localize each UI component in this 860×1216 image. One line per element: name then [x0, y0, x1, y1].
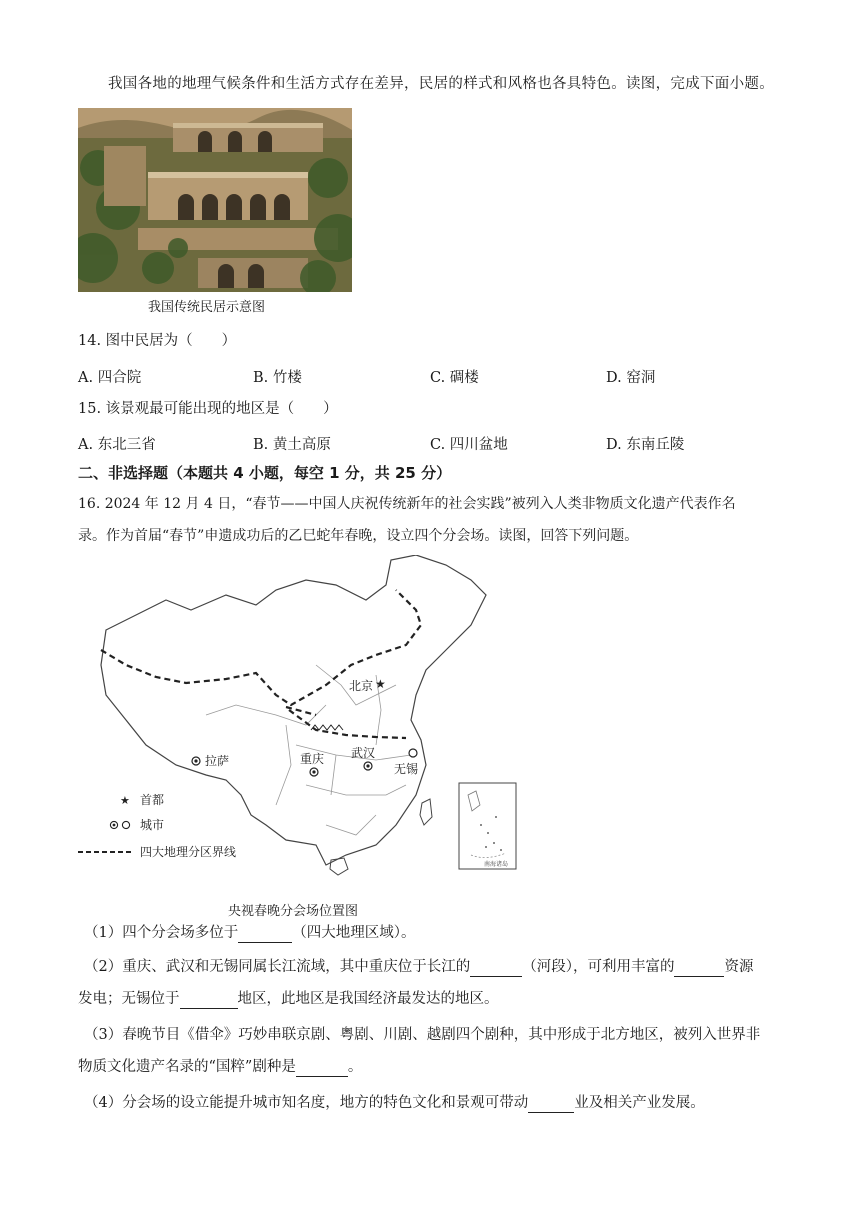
q16-sub1-blank[interactable]: [238, 926, 292, 943]
q16-sub4-blank[interactable]: [528, 1096, 574, 1113]
section2-heading: 二、非选择题（本题共 4 小题，每空 1 分，共 25 分）: [78, 464, 452, 482]
q16-sub2-blank2[interactable]: [674, 960, 724, 977]
q15-option-d[interactable]: D. 东南丘陵: [606, 437, 685, 453]
south-china-sea-inset: [459, 783, 516, 869]
q16-stem-line2: 录。作为首届“春节”申遗成功后的乙巳蛇年春晚，设立四个分会场。读图，回答下列问题。: [78, 528, 639, 544]
legend-capital-label: 首都: [140, 793, 165, 807]
city-label-lhasa: 拉萨: [205, 754, 230, 768]
intro-text: 我国各地的地理气候条件和生活方式存在差异，民居的样式和风格也各具特色。读图，完成下面小题。: [108, 76, 774, 92]
legend-city-label: 城市: [140, 818, 165, 832]
city-label-chongqing: 重庆: [300, 752, 325, 766]
photo-caption: 我国传统民居示意图: [148, 300, 266, 315]
inset-label: 南海诸岛: [484, 861, 509, 868]
legend-capital-icon: ★: [120, 794, 130, 807]
q16-sub3-line1: （3）春晚节目《借伞》巧妙串联京剧、粤剧、川剧、越剧四个剧种，其中形成于北方地区，被列入世界非: [84, 1027, 761, 1043]
q16-sub4-suffix: 业及相关产业发展。: [574, 1095, 705, 1111]
city-label-wuxi: 无锡: [394, 762, 419, 776]
q16-sub3-line2: [78, 1057, 362, 1077]
q16-stem-line1: 16. 2024 年 12 月 4 日，“春节——中国人庆祝传统新年的社会实践”被列入人类非物质文化遗产代表作名: [78, 496, 736, 512]
q16-sub1-prefix: （1）四个分会场多位于: [84, 925, 239, 941]
q15-option-c[interactable]: C. 四川盆地: [430, 437, 508, 453]
q14-option-d[interactable]: D. 窑洞: [606, 370, 656, 386]
map-caption: 央视春晚分会场位置图: [228, 904, 359, 919]
q16-sub4: [84, 1093, 705, 1113]
q16-sub1-suffix: （四大地理区域）。: [292, 925, 416, 941]
city-label-wuhan: 武汉: [351, 746, 376, 760]
q16-sub3-line2-suffix: 。: [347, 1059, 363, 1075]
beijing-star-icon: ★: [375, 677, 386, 691]
dwelling-photo: [78, 108, 352, 292]
q16-sub2-part2: （河段），可利用丰富的: [522, 959, 675, 975]
q16-sub2-line2-suffix: 地区，此地区是我国经济最发达的地区。: [237, 991, 499, 1007]
legend-boundary-label: 四大地理分区界线: [140, 845, 237, 859]
q14-option-b[interactable]: B. 竹楼: [253, 370, 302, 386]
q16-sub2-line2-prefix: 发电；无锡位于: [78, 991, 180, 1007]
q16-sub3-line2-prefix: 物质文化遗产名录的“国粹”剧种是: [78, 1059, 296, 1075]
q16-sub2-blank1[interactable]: [470, 960, 522, 977]
q16-sub1: [84, 923, 415, 943]
q15-option-b[interactable]: B. 黄土高原: [253, 437, 331, 453]
china-map: [76, 555, 526, 885]
q16-sub4-prefix: （4）分会场的设立能提升城市知名度，地方的特色文化和景观可带动: [84, 1095, 529, 1111]
q14-stem: 14. 图中民居为（ ）: [78, 333, 237, 349]
q16-sub2-line1: [84, 957, 753, 977]
q16-sub2-blank3[interactable]: [180, 992, 238, 1009]
q15-stem: 15. 该景观最可能出现的地区是（ ）: [78, 401, 338, 417]
city-label-beijing: 北京: [349, 679, 374, 693]
q14-option-a[interactable]: A. 四合院: [78, 370, 142, 386]
q16-sub2-part1: （2）重庆、武汉和无锡同属长江流域，其中重庆位于长江的: [84, 959, 471, 975]
q16-sub2-line2: [78, 989, 499, 1009]
q16-sub2-part3: 资源: [724, 959, 754, 975]
q14-option-c[interactable]: C. 碉楼: [430, 370, 479, 386]
q16-sub3-blank[interactable]: [296, 1060, 348, 1077]
q15-option-a[interactable]: A. 东北三省: [78, 437, 156, 453]
